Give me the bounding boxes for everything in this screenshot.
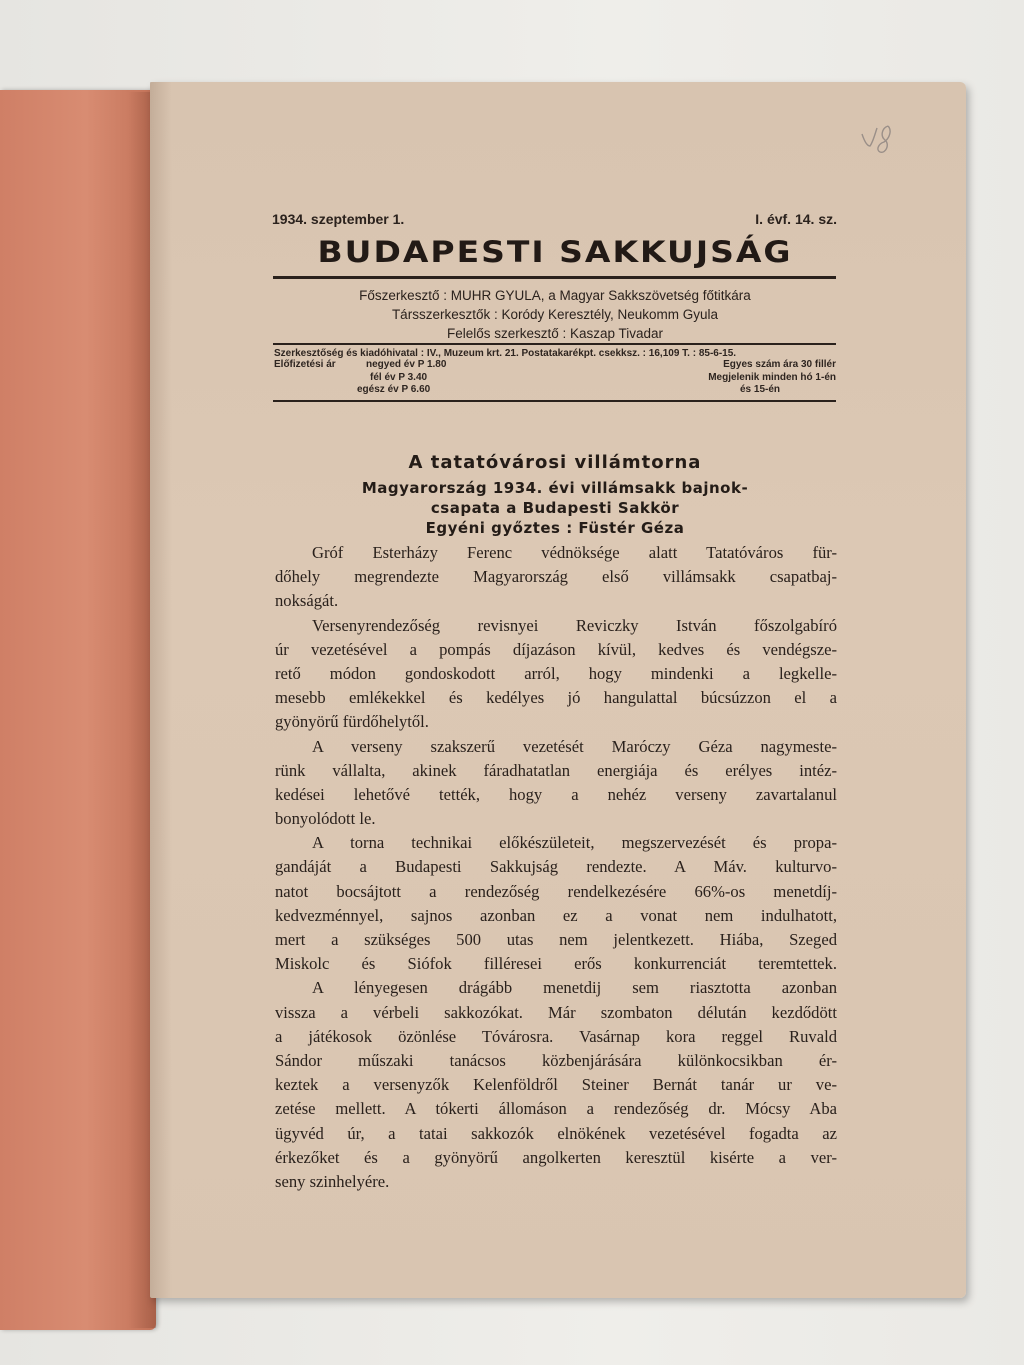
body-line: ügyvéd úr, a tatai sakkozók elnökének vezetésével fogadta az (275, 1123, 837, 1143)
masthead-rule (273, 276, 836, 279)
responsible-editor: Felelős szerkesztő : Kaszap Tivadar (446, 326, 664, 341)
issue-date: 1934. szeptember 1. (272, 211, 405, 227)
article-subtitle: csapata a Budapesti Sakkör (430, 499, 680, 517)
price-full: egész év P 6.60 (357, 384, 431, 395)
body-line: A torna technikai előkészületeit, megszervezését és propa- (312, 833, 837, 853)
body-line: keztek a versenyzők Kelenföldről Steiner Bernát tanár ur ve- (275, 1075, 837, 1095)
body-line: gyönyörű fürdőhelytől. (275, 712, 429, 732)
price-half: fél év P 3.40 (370, 372, 428, 383)
issue-number: I. évf. 14. sz. (755, 211, 837, 227)
article-title: A tatatóvárosi villámtorna (408, 452, 702, 473)
body-line: vissza a vérbeli sakkozókat. Már szombaton délután kezdődött (275, 1002, 837, 1022)
article-body (275, 541, 837, 1194)
body-line: Sándor műszaki tanácsos közbenjárására különkocsikban ér- (275, 1050, 837, 1070)
body-line: seny szinhelyére. (275, 1171, 390, 1191)
body-line: Versenyrendezőség revisnyei Reviczky István főszolgabíró (312, 615, 837, 635)
body-line: bonyolódott le. (275, 809, 376, 829)
article-subtitle: Egyéni győztes : Füstér Géza (425, 519, 685, 537)
body-line: rető módon gondoskodott arról, hogy mindenki a legkelle- (275, 663, 837, 683)
body-line: natot bocsájtott a rendezőség rendelkezésére 66%-os menetdíj- (275, 881, 837, 901)
pencil-mark-icon (858, 116, 898, 160)
body-line: nokságát. (275, 591, 339, 611)
publication-schedule: Megjelenik minden hó 1-én (708, 372, 836, 383)
body-line: mesebb emlékekkel és kedélyes jó hangulattal búcsúzzon el a (275, 688, 837, 708)
imprint-rule (273, 400, 836, 402)
publication-schedule-2: és 15-én (739, 384, 781, 395)
page-binding-shadow (150, 82, 172, 1298)
body-line: rünk vállalta, akinek fáradhatatlan energiája és erélyes intéz- (275, 760, 837, 780)
co-editors: Társszerkesztők : Koródy Keresztély, Neukomm Gyula (391, 307, 719, 322)
body-line: dőhely megrendezte Magyarország első villámsakk csapatbaj- (275, 567, 837, 587)
office-address: Szerkesztőség és kiadóhivatal : IV., Muzeum krt. 21. Postatakarékpt. csekksz. : 16,109 T. : 85-6-15. (274, 348, 737, 359)
staff-rule (273, 343, 836, 345)
body-line: mert a szükséges 500 utas nem jelentkezett. Hiába, Szeged (275, 930, 837, 949)
body-line: kedvezménnyel, sajnos azonban ez a vonat nem indulhatott, (275, 905, 837, 925)
body-line: Gróf Esterházy Ferenc védnöksége alatt Tatatóváros für- (312, 543, 837, 562)
body-line: A lényegesen drágább menetdij sem riasztotta azonban (312, 978, 837, 998)
masthead-title: BUDAPESTI SAKKUJSÁG (317, 234, 793, 270)
body-line: zetése mellett. A tókerti állomáson a rendezőség dr. Mócsy Aba (275, 1099, 837, 1119)
body-line: kedései lehetővé tették, hogy a nehéz verseny zavartalanul (275, 784, 837, 804)
body-line: érkezőket és a gyönyörű angolkerten keresztül kisérte a ver- (275, 1147, 837, 1167)
subscription-label: Előfizetési ár (274, 359, 336, 370)
single-issue-price: Egyes szám ára 30 fillér (723, 359, 836, 370)
price-quarter: negyed év P 1.80 (366, 359, 447, 370)
body-line: gandáját a Budapesti Sakkujság rendezte. A Máv. kulturvo- (275, 857, 837, 877)
editor-in-chief: Főszerkesztő : MUHR GYULA, a Magyar Sakkszövetség főtitkára (359, 288, 751, 303)
article-subtitle: Magyarország 1934. évi villámsakk bajnok- (361, 479, 749, 497)
body-line: A verseny szakszerű vezetését Maróczy Géza nagymeste- (312, 736, 837, 756)
body-line: Miskolc és Siófok filléresei erős konkurrenciát teremtettek. (275, 954, 837, 974)
body-line: a játékosok özönlése Tóvárosra. Vasárnap kora reggel Ruvald (275, 1026, 837, 1046)
body-line: úr vezetésével a pompás díjazáson kívül, kedves és vendégsze- (275, 639, 837, 659)
